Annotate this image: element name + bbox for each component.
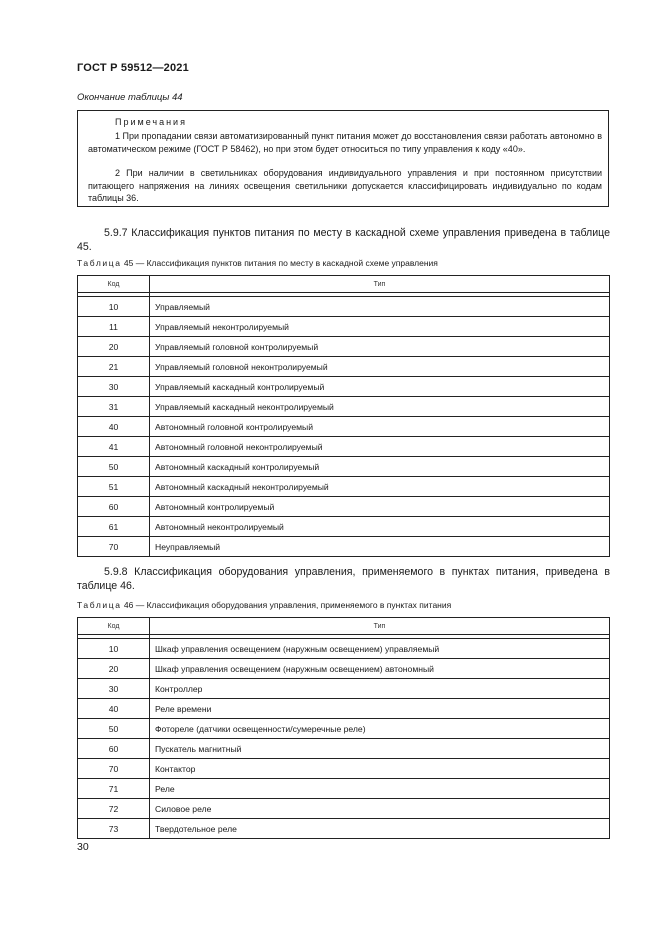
cell-code: 70 — [78, 759, 150, 779]
table-row — [78, 417, 610, 437]
cell-type: Управляемый — [150, 297, 610, 317]
notes-box — [77, 110, 609, 207]
cell-type: Управляемый каскадный неконтролируемый — [150, 397, 610, 417]
cell-type: Фотореле (датчики освещенности/сумеречные реле) — [150, 719, 610, 739]
cell-code: 31 — [78, 397, 150, 417]
cell-code: 73 — [78, 819, 150, 839]
cell-code: 40 — [78, 699, 150, 719]
cell-code: 60 — [78, 497, 150, 517]
table-row — [78, 317, 610, 337]
table-row — [78, 819, 610, 839]
table-row — [78, 497, 610, 517]
cell-code: 41 — [78, 437, 150, 457]
table-row — [78, 517, 610, 537]
section-5-9-8-paragraph: 5.9.8 Классификация оборудования управления, применяемого в пунктах питания, приведена в таблице 46. — [77, 566, 610, 592]
section-5-9-7-paragraph: 5.9.7 Классификация пунктов питания по месту в каскадной схеме управления приведена в таблице 45. — [77, 227, 610, 253]
table-46-body — [78, 639, 610, 839]
table-row — [78, 377, 610, 397]
cell-code: 10 — [78, 639, 150, 659]
cell-type: Автономный головной неконтролируемый — [150, 437, 610, 457]
column-header-type: Тип — [150, 276, 610, 293]
table-row — [78, 537, 610, 557]
column-header-code: Код — [78, 276, 150, 293]
cell-type: Шкаф управления освещением (наружным освещением) управляемый — [150, 639, 610, 659]
cell-code: 60 — [78, 739, 150, 759]
note-item: 1 При пропадании связи автоматизированный пункт питания может до восстановления связи работать автономно в автоматическом режиме (ГОСТ Р 58462), но при этом будет относиться по типу управления к коду «40». — [88, 131, 602, 154]
table-row — [78, 457, 610, 477]
table-46 — [77, 617, 610, 839]
cell-type: Управляемый головной контролируемый — [150, 337, 610, 357]
cell-type: Реле времени — [150, 699, 610, 719]
cell-type: Управляемый каскадный контролируемый — [150, 377, 610, 397]
cell-code: 71 — [78, 779, 150, 799]
cell-code: 70 — [78, 537, 150, 557]
table-45 — [77, 275, 610, 557]
cell-code: 61 — [78, 517, 150, 537]
column-header-type: Тип — [150, 618, 610, 635]
cell-code: 21 — [78, 357, 150, 377]
cell-code: 30 — [78, 679, 150, 699]
cell-type: Силовое реле — [150, 799, 610, 819]
table-row — [78, 799, 610, 819]
document-header: ГОСТ Р 59512—2021 — [77, 62, 189, 74]
page-number: 30 — [77, 841, 89, 853]
cell-type: Автономный головной контролируемый — [150, 417, 610, 437]
cell-type: Управляемый неконтролируемый — [150, 317, 610, 337]
cell-type: Твердотельное реле — [150, 819, 610, 839]
caption-text: 46 — Классификация оборудования управления, применяемого в пунктах питания — [123, 600, 452, 610]
table-row — [78, 357, 610, 377]
table-row — [78, 699, 610, 719]
cell-code: 72 — [78, 799, 150, 819]
cell-type: Пускатель магнитный — [150, 739, 610, 759]
notes-title: Примечания — [115, 117, 187, 127]
cell-code: 11 — [78, 317, 150, 337]
table-row — [78, 779, 610, 799]
table-row — [78, 679, 610, 699]
caption-label: Таблица — [77, 258, 122, 268]
cell-code: 10 — [78, 297, 150, 317]
caption-text: 45 — Классификация пунктов питания по месту в каскадной схеме управления — [123, 258, 438, 268]
table-row — [78, 759, 610, 779]
table-row — [78, 659, 610, 679]
cell-type: Шкаф управления освещением (наружным освещением) автономный — [150, 659, 610, 679]
cell-type: Автономный неконтролируемый — [150, 517, 610, 537]
cell-code: 50 — [78, 457, 150, 477]
cell-code: 20 — [78, 659, 150, 679]
cell-code: 30 — [78, 377, 150, 397]
column-header-code: Код — [78, 618, 150, 635]
cell-type: Контроллер — [150, 679, 610, 699]
table-row — [78, 477, 610, 497]
cell-type: Автономный каскадный контролируемый — [150, 457, 610, 477]
cell-code: 51 — [78, 477, 150, 497]
table-row — [78, 739, 610, 759]
table-continuation-label: Окончание таблицы 44 — [77, 92, 183, 103]
table-row — [78, 397, 610, 417]
cell-code: 50 — [78, 719, 150, 739]
table-46-caption — [77, 600, 451, 610]
table-45-body — [78, 297, 610, 557]
cell-type: Управляемый головной неконтролируемый — [150, 357, 610, 377]
table-row — [78, 437, 610, 457]
table-row — [78, 297, 610, 317]
cell-type: Автономный контролируемый — [150, 497, 610, 517]
table-row — [78, 639, 610, 659]
cell-type: Неуправляемый — [150, 537, 610, 557]
cell-type: Автономный каскадный неконтролируемый — [150, 477, 610, 497]
caption-label: Таблица — [77, 600, 122, 610]
cell-code: 40 — [78, 417, 150, 437]
cell-type: Реле — [150, 779, 610, 799]
table-row — [78, 719, 610, 739]
cell-type: Контактор — [150, 759, 610, 779]
cell-code: 20 — [78, 337, 150, 357]
note-item: 2 При наличии в светильниках оборудования индивидуального управления и при постоянном присутствии питающего напряжения на линиях освещения светильники допускается классифицировать индивидуально по кодам таблицы 36. — [88, 168, 602, 203]
table-45-caption — [77, 258, 438, 268]
table-row — [78, 337, 610, 357]
